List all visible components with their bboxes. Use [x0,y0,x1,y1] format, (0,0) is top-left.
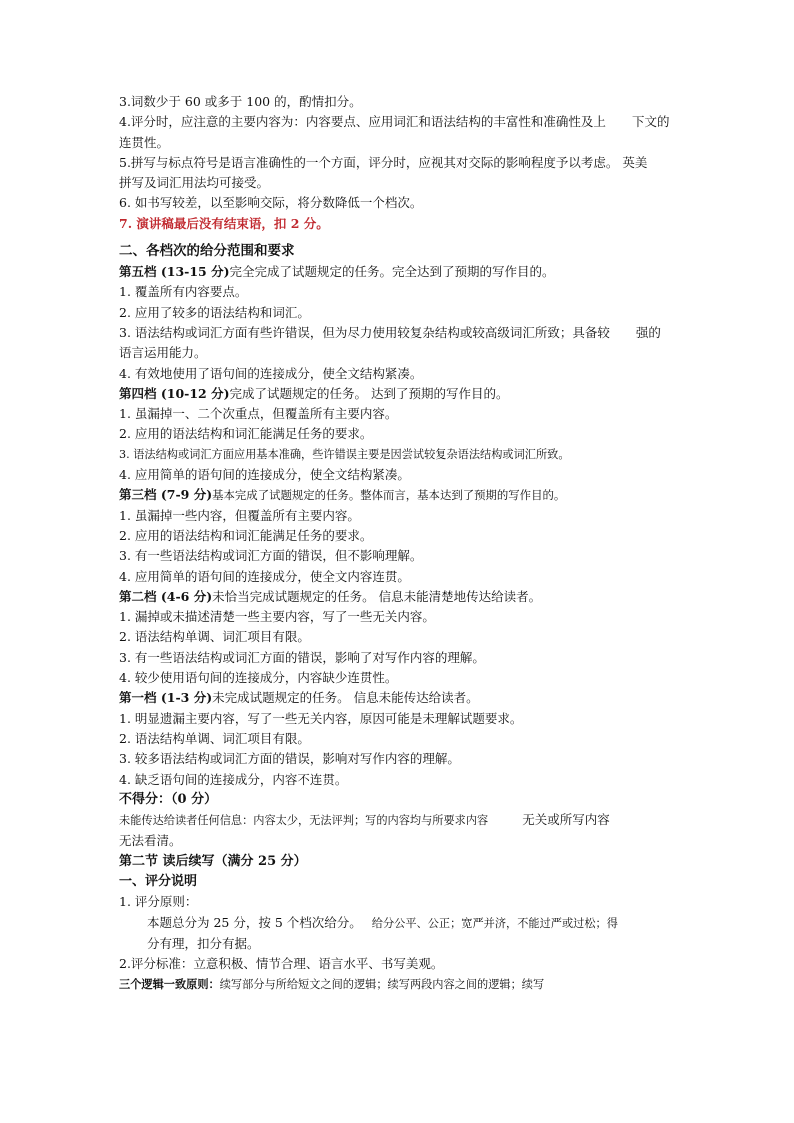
grade-3-item-4: 4. 应用简单的语句间的连接成分，使全文内容连贯。 [119,568,410,584]
grade-1-item-4: 4. 缺乏语句间的连接成分，内容不连贯。 [119,771,348,787]
grade-3-heading [119,485,689,505]
grade-0-desc-cont: 无法看清。 [119,833,182,849]
grade-4-heading [119,384,689,404]
grade-2-item-1: 1. 漏掉或未描述清楚一些主要内容，写了一些无关内容。 [119,609,435,625]
grade-2-label: 第二档 (4-6 分) [119,588,213,604]
grade-4-desc: 完成了试题规定的任务。 达到了预期的写作目的。 [229,385,509,401]
principle-3-label: 三个逻辑一致原则： [119,977,220,992]
grade-5-label: 第五档 (13-15 分) [119,264,230,280]
grade-2-item-2: 2. 语法结构单调、词汇项目有限。 [119,629,310,645]
grade-3-item-3: 3. 有一些语法结构或词汇方面的错误，但不影响理解。 [119,548,423,564]
rule-4-text: 4.评分时，应注意的主要内容为：内容要点、应用词汇和语法结构的丰富性和准确性及上 [119,114,606,130]
section-title-continuation: 第二节 读后续写（满分 25 分） [119,853,307,869]
principle-2: 2.评分标准：立意积极、情节合理、语言水平、书写美观。 [119,956,444,972]
grade-0-desc-text: 未能传达给读者任何信息：内容太少，无法评判；写的内容均与所要求内容 [119,814,489,828]
principle-1: 1. 评分原则： [119,894,198,910]
principle-1-body-a: 本题总分为 25 分，按 5 个档次给分。 [147,914,362,930]
grade-5-item-3-text: 3. 语法结构或词汇方面有些许错误，但为尽力使用较复杂结构或较高级词汇所致；具备较 [119,324,610,340]
grade-5-item-3-cont: 语言运用能力。 [119,345,207,361]
grade-5-heading [119,262,689,282]
grade-0-desc-tail: 无关或所写内容 [522,812,610,828]
grade-3-item-2: 2. 应用的语法结构和词汇能满足任务的要求。 [119,527,373,543]
principle-1-body-b: 给分公平、公正；宽严并济，不能过严或过松；得 [371,916,618,930]
grade-4-item-1: 1. 虽漏掉一、二个次重点，但覆盖所有主要内容。 [119,406,398,422]
grade-1-item-3: 3. 较多语法结构或词汇方面的错误，影响对写作内容的理解。 [119,751,460,767]
grade-5-item-3-tail: 强的 [635,324,661,340]
section-title-grades: 二、各档次的给分范围和要求 [119,243,295,260]
grade-4-item-3: 3. 语法结构或词汇方面应用基本准确，些许错误主要是因尝试较复杂语法结构或词汇所致。 [119,447,570,461]
grade-2-desc: 未恰当完成试题规定的任务。 信息未能清楚地传达给读者。 [212,588,542,604]
grade-4-item-2: 2. 应用的语法结构和词汇能满足任务的要求。 [119,426,373,442]
grade-1-desc: 未完成试题规定的任务。 信息未能传达给读者。 [212,690,479,706]
grade-0-heading: 不得分：（0 分） [119,791,218,807]
rule-4 [119,112,689,132]
grade-3-label: 第三档 (7-9 分) [119,487,213,503]
subsection-title-scoring: 一、评分说明 [119,873,198,889]
principle-1-body-cont: 分有理，扣分有据。 [147,935,260,951]
rule-5: 5.拼写与标点符号是语言准确性的一个方面，评分时，应视其对交际的影响程度予以考虑。 英美 [119,154,648,170]
grade-5-item-3 [119,323,689,343]
grade-4-label: 第四档 (10-12 分) [119,385,230,401]
grade-5-desc: 完全完成了试题规定的任务。完全达到了预期的写作目的。 [229,264,555,280]
grade-1-item-2: 2. 语法结构单调、词汇项目有限。 [119,730,310,746]
principle-1-body [119,913,689,934]
grade-2-heading [119,587,689,607]
grade-3-item-1: 1. 虽漏掉一些内容，但覆盖所有主要内容。 [119,507,360,523]
grade-4-item-4: 4. 应用简单的语句间的连接成分，使全文结构紧凑。 [119,467,410,483]
grade-1-label: 第一档 (1-3 分) [119,690,213,706]
rule-4-tail: 下文的 [631,114,670,130]
rule-3: 3.词数少于 60 或多于 100 的，酌情扣分。 [119,94,362,109]
rule-4-cont: 连贯性。 [119,134,170,150]
rule-7-highlight: 7. 演讲稿最后没有结束语，扣 2 分。 [119,215,329,231]
document-page [119,92,689,996]
grade-1-heading [119,688,689,708]
grade-0-desc [119,810,689,831]
grade-5-item-1: 1. 覆盖所有内容要点。 [119,284,248,300]
grade-5-item-4: 4. 有效地使用了语句间的连接成分，使全文结构紧凑。 [119,365,423,381]
grade-2-item-4: 4. 较少使用语句间的连接成分，内容缺少连贯性。 [119,670,398,686]
principle-3-body: 续写部分与所给短文之间的逻辑；续写两段内容之间的逻辑；续写 [219,978,545,992]
grade-1-item-1: 1. 明显遗漏主要内容，写了一些无关内容，原因可能是未理解试题要求。 [119,710,523,726]
grade-5-item-2: 2. 应用了较多的语法结构和词汇。 [119,304,310,320]
principle-3 [119,974,689,995]
rule-5-cont: 拼写及词汇用法均可接受。 [119,175,270,191]
grade-2-item-3: 3. 有一些语法结构或词汇方面的错误，影响了对写作内容的理解。 [119,649,485,665]
rule-6: 6. 如书写较差，以至影响交际，将分数降低一个档次。 [119,195,423,211]
grade-3-desc: 基本完成了试题规定的任务。整体而言，基本达到了预期的写作目的。 [212,488,566,503]
